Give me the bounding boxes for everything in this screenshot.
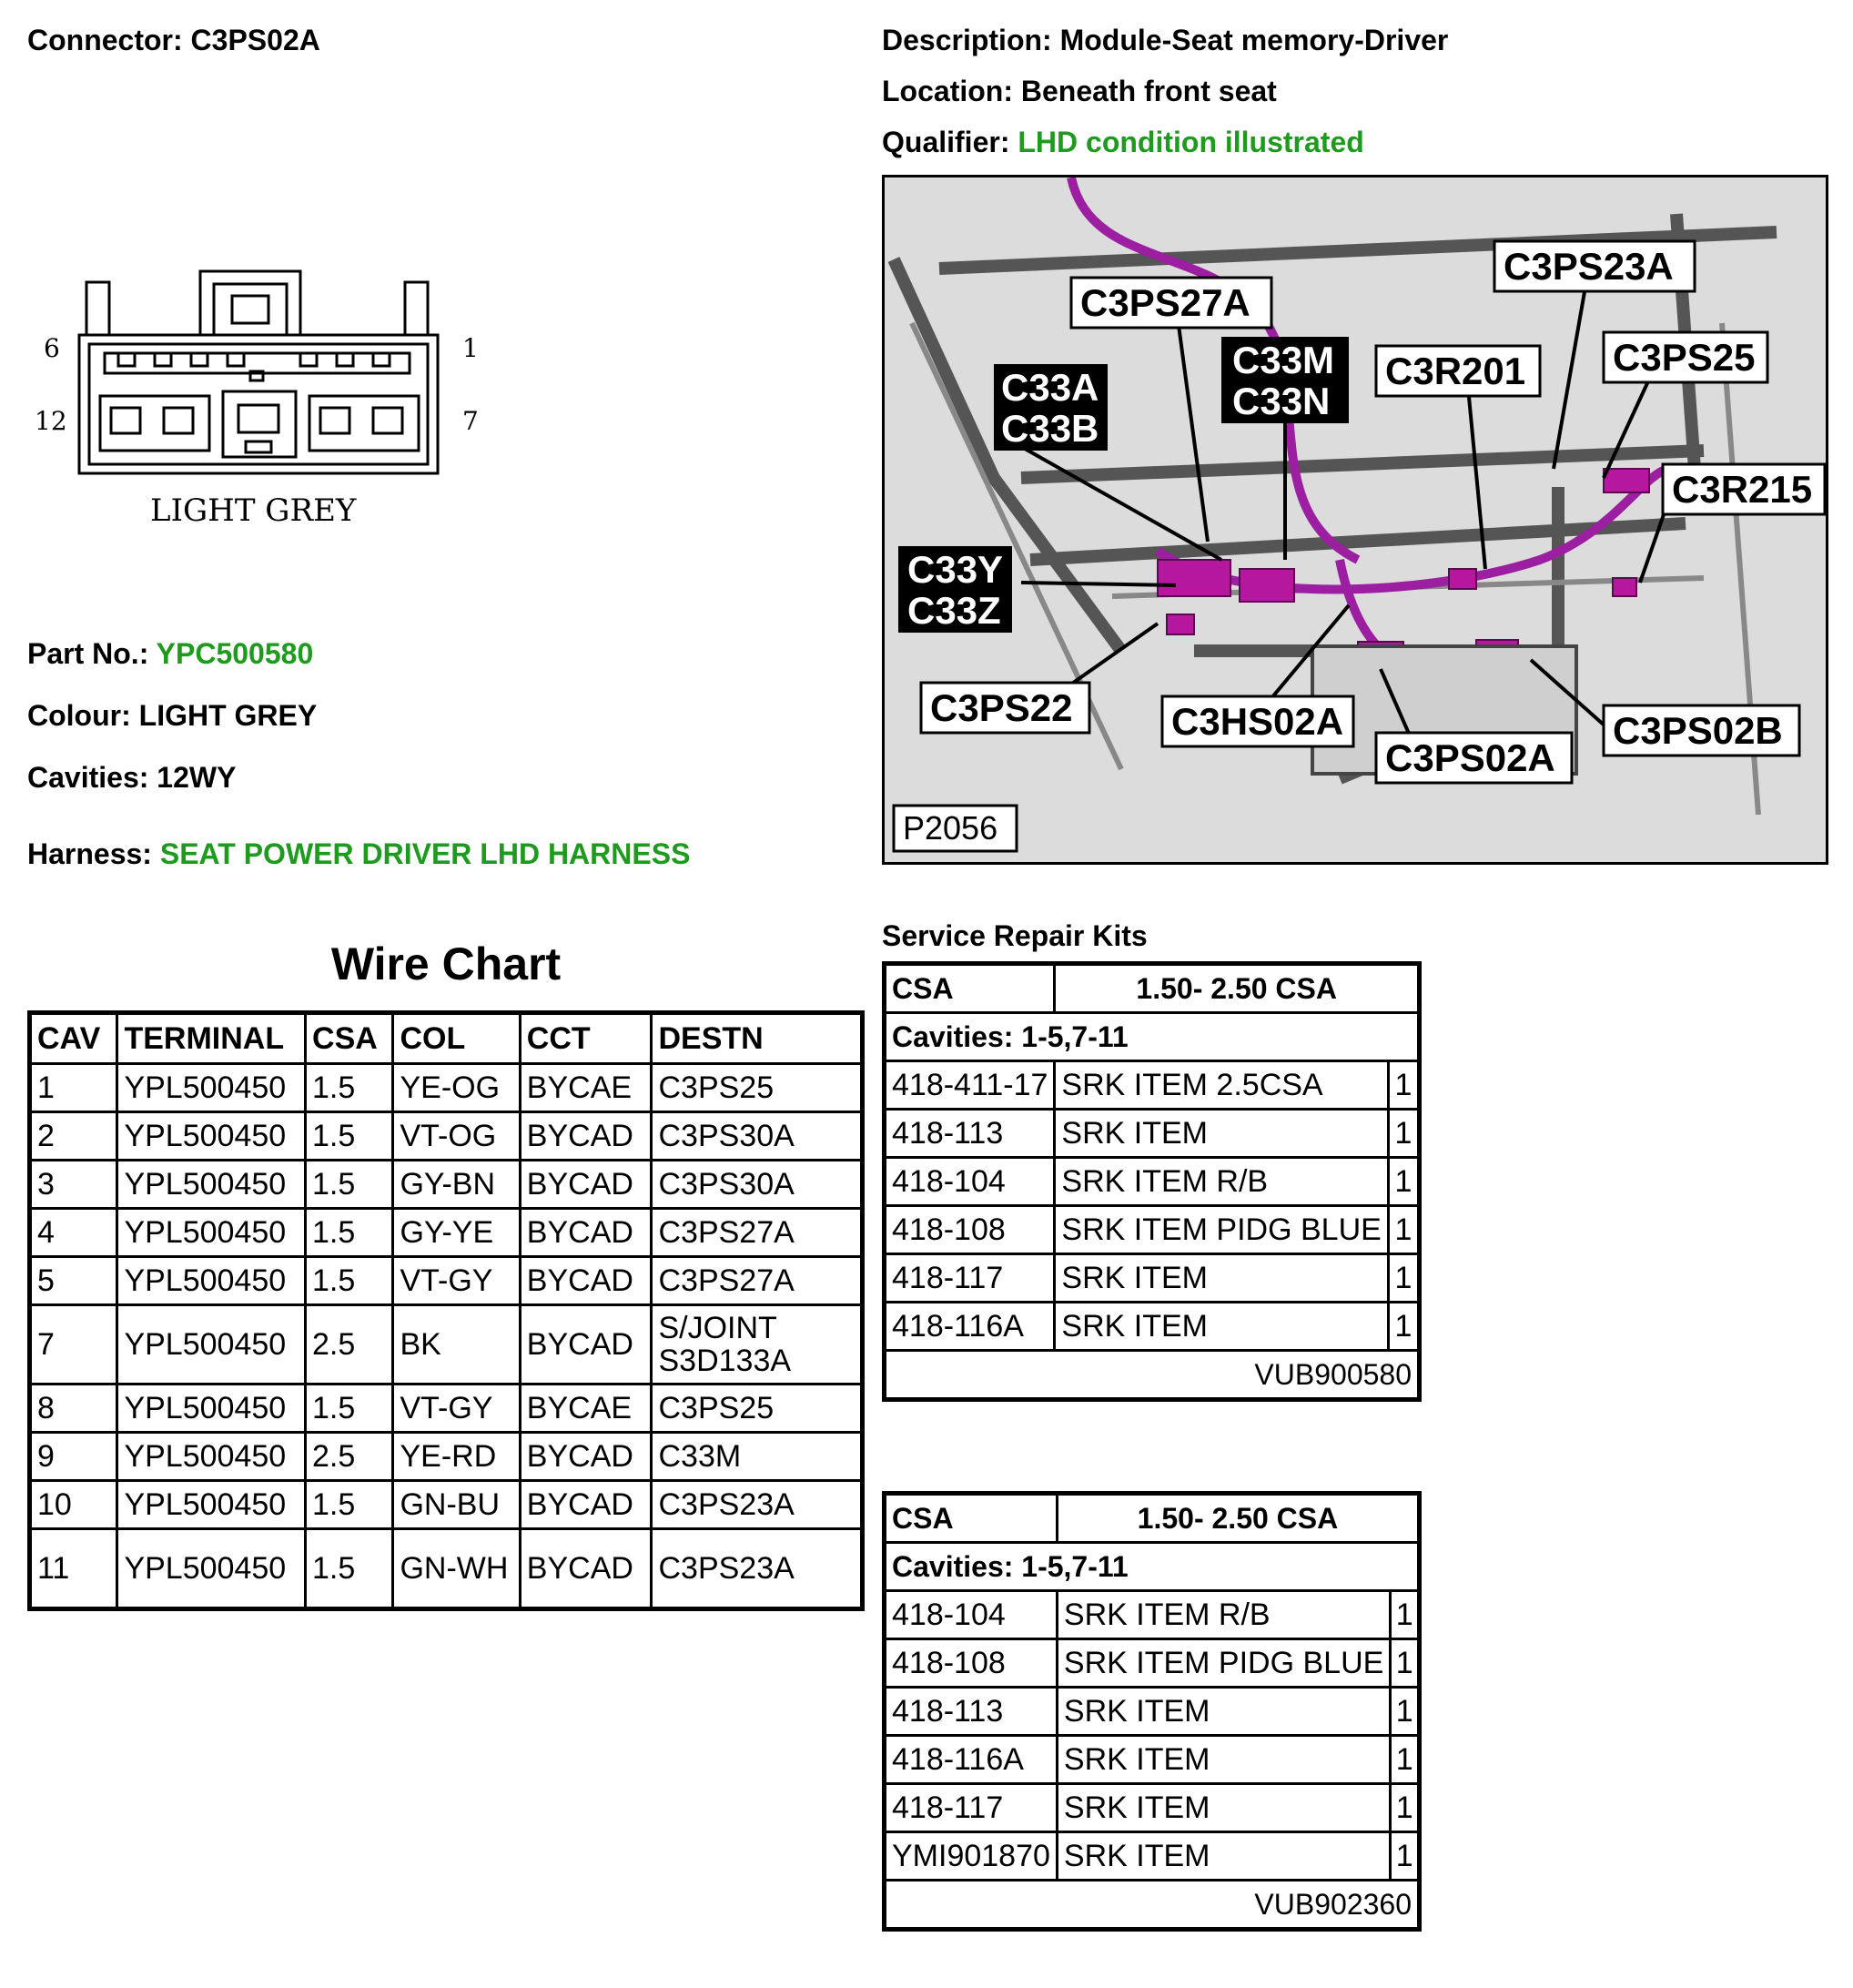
callout-C3PS25 [1604, 332, 1767, 382]
harness-label: Harness: SEAT POWER DRIVER LHD HARNESS [27, 837, 691, 870]
table-row: 418-113 SRK ITEM 1 [885, 1688, 1420, 1736]
callout-C3PS27A [1071, 278, 1271, 328]
callout-C3PS23A [1494, 241, 1695, 291]
colour-value: LIGHT GREY [138, 699, 318, 732]
header-terminal: TERMINAL [117, 1013, 306, 1064]
cavities-label: Cavities: 12WY [27, 761, 237, 794]
svg-text:C33Z: C33Z [907, 589, 1001, 632]
svg-text:C3R215: C3R215 [1672, 468, 1813, 511]
upper-terminal-row [105, 353, 410, 380]
description-label: Description: Module-Seat memory-Driver [882, 24, 1449, 56]
table-row: 5 YPL500450 1.5 VT-GY BYCAD C3PS27A [30, 1257, 863, 1305]
table-row: 418-113 SRK ITEM 1 [885, 1110, 1420, 1158]
pin-1-label: 1 [462, 333, 479, 363]
svg-text:C3PS23A: C3PS23A [1504, 245, 1674, 288]
svg-text:C33M: C33M [1232, 339, 1335, 381]
svg-text:C3PS22: C3PS22 [930, 686, 1073, 729]
table-row: 2 YPL500450 1.5 VT-OG BYCAD C3PS30A [30, 1112, 863, 1161]
table-row: 418-104 SRK ITEM R/B 1 [885, 1591, 1420, 1639]
part-number-value: YPC500580 [156, 637, 314, 670]
svg-text:C3PS02A: C3PS02A [1385, 736, 1555, 779]
connector-face-drawing [27, 255, 501, 537]
svg-text:C3HS02A: C3HS02A [1171, 700, 1344, 743]
description-value: Module-Seat memory-Driver [1059, 24, 1449, 56]
table-row: 418-411-17 SRK ITEM 2.5CSA 1 [885, 1061, 1420, 1110]
svg-text:C33Y: C33Y [907, 548, 1004, 591]
repair-kits-title: Service Repair Kits [882, 919, 1148, 952]
qualifier-label: Qualifier: LHD condition illustrated [882, 126, 1364, 158]
connectors-highlight [1158, 469, 1649, 669]
table-row: 10 YPL500450 1.5 GN-BU BYCAD C3PS23A [30, 1481, 863, 1529]
pin-6-label: 6 [44, 333, 60, 363]
callout-C3R201 [1376, 346, 1540, 396]
location-diagram [882, 175, 1828, 865]
table-row: 418-117 SRK ITEM 1 [885, 1254, 1420, 1303]
seat-illustration [885, 178, 1826, 862]
callout-C33A-C33B [994, 364, 1108, 451]
repair-kit-table-1: CSA 1.50- 2.50 CSA Cavities: 1-5,7-11 418-411-17 SRK ITEM 2.5CSA 1 418-113 SRK ITEM 1 418-104 SRK ITEM R/B 1 418-108 SRK ITEM PIDG BLUE 1 418-117 SRK ITEM 1 418-116A SRK ITEM 1 VUB900580 [882, 961, 1422, 1402]
svg-text:C33A: C33A [1001, 366, 1099, 409]
cavities-value: 12WY [157, 761, 237, 794]
location-value: Beneath front seat [1020, 75, 1277, 107]
colour-label: Colour: LIGHT GREY [27, 699, 318, 732]
table-row: 418-104 SRK ITEM R/B 1 [885, 1158, 1420, 1206]
table-row: 11 YPL500450 1.5 GN-WH BYCAD C3PS23A [30, 1529, 863, 1609]
header-cct: CCT [520, 1013, 652, 1064]
header-col: COL [393, 1013, 520, 1064]
table-row: 418-117 SRK ITEM 1 [885, 1784, 1420, 1832]
table-row: YMI901870 SRK ITEM 1 [885, 1832, 1420, 1881]
header-cav: CAV [30, 1013, 117, 1064]
figure-id [894, 806, 1017, 851]
header-csa: CSA [306, 1013, 393, 1064]
table-row: 7 YPL500450 2.5 BK BYCAD S/JOINT S3D133A [30, 1305, 863, 1384]
svg-text:C3R201: C3R201 [1385, 350, 1526, 392]
table-row: 9 YPL500450 2.5 YE-RD BYCAD C33M [30, 1433, 863, 1481]
connector-colour-caption: LIGHT GREY [150, 492, 357, 529]
pin-7-label: 7 [462, 406, 479, 436]
svg-text:C33N: C33N [1232, 380, 1331, 422]
wire-chart-title: Wire Chart [330, 938, 562, 989]
callout-C3PS22 [921, 683, 1089, 733]
repair-kit-table-2: CSA 1.50- 2.50 CSA Cavities: 1-5,7-11 418-104 SRK ITEM R/B 1 418-108 SRK ITEM PIDG BLUE 1 418-113 SRK ITEM 1 418-116A SRK ITEM 1 418-117 SRK ITEM 1 YMI901870 SRK ITEM 1 VUB902360 [882, 1491, 1422, 1932]
table-row: 418-108 SRK ITEM PIDG BLUE 1 [885, 1639, 1420, 1688]
table-row: 8 YPL500450 1.5 VT-GY BYCAE C3PS25 [30, 1384, 863, 1433]
kit-reference: VUB902360 [885, 1881, 1420, 1930]
callout-C3HS02A [1162, 696, 1353, 746]
header-destn: DESTN [652, 1013, 863, 1064]
table-row: 418-116A SRK ITEM 1 [885, 1736, 1420, 1784]
svg-text:P2056: P2056 [903, 809, 998, 847]
table-row: 418-116A SRK ITEM 1 [885, 1303, 1420, 1351]
harness-value: SEAT POWER DRIVER LHD HARNESS [159, 837, 691, 870]
location-label: Location: Beneath front seat [882, 75, 1277, 107]
table-row: 4 YPL500450 1.5 GY-YE BYCAD C3PS27A [30, 1209, 863, 1257]
callout-C3R215 [1663, 464, 1825, 514]
svg-text:C33B: C33B [1001, 407, 1099, 450]
connector-label: Connector: C3PS02A [27, 24, 320, 56]
lower-terminal-row [100, 391, 419, 457]
svg-text:C3PS02B: C3PS02B [1613, 709, 1783, 752]
wire-chart-table [27, 1010, 865, 1611]
qualifier-value: LHD condition illustrated [1018, 126, 1364, 158]
svg-text:C3PS27A: C3PS27A [1080, 281, 1251, 324]
callout-C3PS02B [1604, 705, 1799, 756]
svg-text:C3PS25: C3PS25 [1613, 336, 1756, 379]
callout-C33Y-C33Z [898, 546, 1012, 633]
table-row: 418-108 SRK ITEM PIDG BLUE 1 [885, 1206, 1420, 1254]
wire-chart-header-row [30, 1013, 863, 1064]
pin-12-label: 12 [35, 406, 67, 436]
kit-reference: VUB900580 [885, 1351, 1420, 1400]
connector-id: C3PS02A [190, 24, 320, 56]
callout-C3PS02A [1376, 733, 1572, 783]
table-row: 3 YPL500450 1.5 GY-BN BYCAD C3PS30A [30, 1161, 863, 1209]
callout-C33M-C33N [1221, 337, 1349, 423]
table-row: 1 YPL500450 1.5 YE-OG BYCAE C3PS25 [30, 1064, 863, 1112]
part-number-label: Part No.: YPC500580 [27, 637, 314, 670]
